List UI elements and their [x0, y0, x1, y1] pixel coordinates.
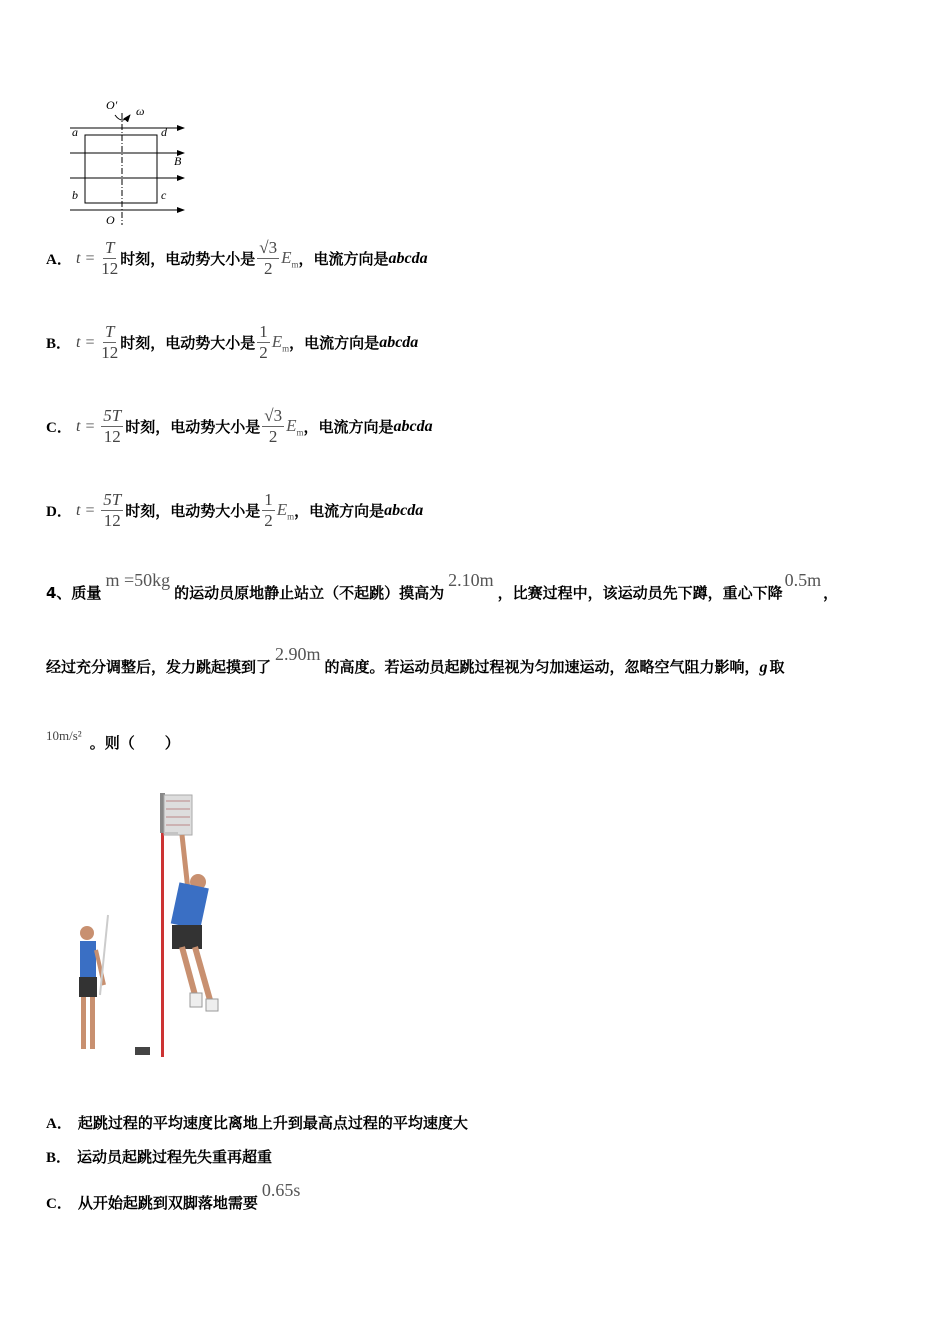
denominator: 12: [101, 343, 119, 362]
option-letter: C．: [46, 420, 72, 436]
current-direction: abcda: [384, 501, 424, 519]
numerator: 1: [259, 322, 268, 341]
emf-letter: E: [286, 415, 297, 435]
emf-sub: m: [282, 343, 290, 354]
mass-value: m =50kg: [105, 570, 171, 590]
option-letter: B．: [46, 336, 72, 352]
option-text: ，电流方向是: [289, 334, 380, 352]
emf-fraction: [257, 322, 270, 363]
option-letter: C．: [46, 1196, 72, 1212]
emf-sub: m: [291, 259, 299, 270]
numerator: T: [105, 322, 115, 341]
corner-b-label: b: [72, 188, 78, 202]
q4-text: ，: [823, 584, 839, 602]
option-text: 起跳过程的平均速度比离地上升到最高点过程的平均速度大: [77, 1114, 468, 1132]
option-text: 从开始起跳到双脚落地需要: [77, 1194, 258, 1212]
question-4-line-1: [46, 570, 839, 603]
option-letter: A．: [46, 252, 72, 268]
option-text: ，电流方向是: [298, 250, 389, 268]
emf-fraction: [257, 238, 279, 279]
standing-reach-value: 2.10m: [448, 570, 494, 590]
current-direction: abcda: [393, 417, 433, 435]
emf-symbol: [281, 248, 298, 269]
option-text: ，电流方向是: [294, 502, 385, 520]
time-var: t =: [76, 501, 96, 519]
emf-sub: m: [296, 427, 304, 438]
denominator: 2: [263, 259, 273, 278]
time-fraction: [101, 322, 118, 363]
denominator: 2: [259, 343, 268, 362]
axis-bottom-label: O: [106, 213, 115, 227]
q4-text: 经过充分调整后，发力跳起摸到了: [46, 658, 272, 676]
numerator: T: [105, 238, 115, 257]
option-letter: B．: [46, 1150, 72, 1166]
q4-option-a: [46, 1112, 468, 1133]
option-c: [46, 406, 433, 447]
option-text: 时刻，电动势大小是: [125, 502, 261, 520]
current-direction: abcda: [379, 333, 419, 351]
emf-letter: E: [276, 499, 288, 519]
option-letter: D．: [46, 504, 72, 520]
question-4-line-2: [46, 644, 785, 677]
corner-d-label: d: [161, 125, 167, 139]
field-b-label: B: [174, 154, 182, 168]
omega-label: ω: [136, 104, 145, 118]
time-fraction: [101, 490, 123, 531]
time-var: t =: [76, 333, 96, 351]
denominator: 12: [103, 511, 121, 530]
time-value: 0.65s: [261, 1180, 301, 1200]
emf-symbol: [286, 416, 303, 437]
high-jump-reach-photo: [70, 785, 230, 1065]
q4-option-b: [46, 1146, 272, 1167]
corner-a-label: a: [72, 125, 78, 139]
emf-fraction: [262, 490, 275, 531]
squat-drop-value: 0.5m: [784, 570, 822, 590]
axis-top-label: O′: [106, 98, 118, 112]
current-direction: abcda: [388, 249, 428, 267]
q4-option-c: [46, 1180, 301, 1213]
gravity-value: 10m/s²: [46, 728, 82, 743]
question-4-line-3: [46, 728, 180, 753]
emf-letter: E: [271, 331, 283, 351]
emf-fraction: [262, 406, 284, 447]
time-var: t =: [76, 417, 96, 435]
denominator: 12: [103, 427, 121, 446]
option-text: 时刻，电动势大小是: [120, 334, 256, 352]
emf-symbol: [277, 500, 294, 521]
time-var: t =: [76, 249, 96, 267]
denominator: 2: [268, 427, 278, 446]
gravity-symbol: g: [759, 659, 768, 676]
numerator: 1: [264, 490, 273, 509]
option-text: 运动员起跳过程先失重再超重: [77, 1148, 273, 1166]
option-a: [46, 238, 428, 279]
time-fraction: [101, 406, 123, 447]
q4-text: 的运动员原地静止站立（不起跳）摸高为: [174, 584, 445, 602]
denominator: 12: [101, 259, 119, 278]
emf-symbol: [272, 332, 289, 353]
option-d: [46, 490, 423, 531]
emf-sub: m: [287, 511, 295, 522]
jump-reach-value: 2.90m: [275, 644, 321, 664]
numerator: √3: [264, 406, 283, 425]
emf-letter: E: [281, 247, 292, 267]
denominator: 2: [264, 511, 273, 530]
numerator: 5T: [103, 406, 122, 425]
option-letter: A．: [46, 1116, 72, 1132]
q4-text: ，比赛过程中，该运动员先下蹲，重心下降: [497, 584, 783, 602]
option-text: 时刻，电动势大小是: [125, 418, 261, 436]
q4-text: 4、质量: [46, 584, 102, 602]
numerator: 5T: [103, 490, 122, 509]
option-b: [46, 322, 418, 363]
numerator: √3: [259, 238, 278, 257]
time-fraction: [101, 238, 118, 279]
q4-text: 取: [769, 658, 785, 676]
rotating-coil-diagram: [66, 95, 191, 230]
corner-c-label: c: [161, 188, 167, 202]
option-text: 时刻，电动势大小是: [120, 250, 256, 268]
q4-text: 。则（ ）: [89, 734, 180, 752]
option-text: ，电流方向是: [303, 418, 394, 436]
q4-text: 的高度。若运动员起跳过程视为匀加速运动，忽略空气阻力影响，: [324, 658, 760, 676]
